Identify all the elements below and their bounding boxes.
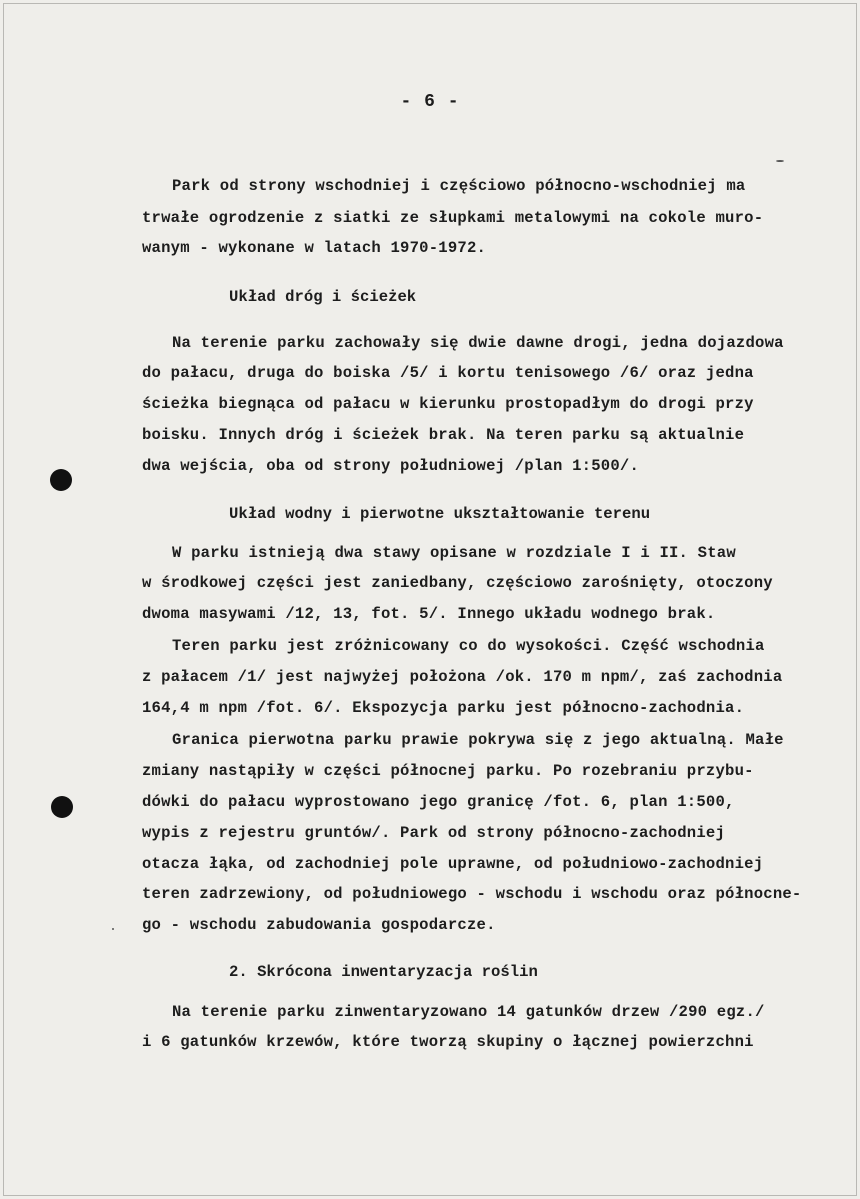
text-line: teren zadrzewiony, od południowego - wschodu i wschodu oraz północne- — [142, 885, 802, 903]
text-line: dwa wejścia, oba od strony południowej /plan 1:500/. — [142, 457, 640, 475]
text-line: Na terenie parku zinwentaryzowano 14 gatunków drzew /290 egz./ — [172, 1003, 765, 1021]
text-line: z pałacem /1/ jest najwyżej położona /ok. 170 m npm/, zaś zachodnia — [142, 668, 783, 686]
text-line: trwałe ogrodzenie z siatki ze słupkami metalowymi na cokole muro- — [142, 209, 764, 227]
section-heading: 2. Skrócona inwentaryzacja roślin — [229, 963, 538, 981]
text-line: W parku istnieją dwa stawy opisane w rozdziale I i II. Staw — [172, 544, 736, 562]
text-line: wypis z rejestru gruntów/. Park od strony północno-zachodniej — [142, 824, 726, 842]
text-line: Na terenie parku zachowały się dwie dawne drogi, jedna dojazdowa — [172, 334, 784, 352]
text-line: Teren parku jest zróżnicowany co do wysokości. Część wschodnia — [172, 637, 765, 655]
text-line: Granica pierwotna parku prawie pokrywa się z jego aktualną. Małe — [172, 731, 784, 749]
text-line: go - wschodu zabudowania gospodarcze. — [142, 916, 496, 934]
section-heading: Układ dróg i ścieżek — [229, 288, 417, 306]
page-number: - 6 - — [400, 92, 460, 112]
punch-hole — [50, 469, 72, 491]
text-line: Park od strony wschodniej i częściowo północno-wschodniej ma — [172, 177, 746, 195]
punch-hole — [51, 796, 73, 818]
scan-speck — [776, 160, 784, 162]
text-line: i 6 gatunków krzewów, które tworzą skupiny o łącznej powierzchni — [142, 1033, 754, 1051]
text-line: ścieżka biegnąca od pałacu w kierunku prostopadłym do drogi przy — [142, 395, 754, 413]
scan-speck — [112, 928, 114, 930]
text-line: 164,4 m npm /fot. 6/. Ekspozycja parku jest północno-zachodnia. — [142, 699, 745, 717]
text-line: dówki do pałacu wyprostowano jego granicę /fot. 6, plan 1:500, — [142, 793, 735, 811]
text-line: wanym - wykonane w latach 1970-1972. — [142, 239, 487, 257]
text-line: otacza łąka, od zachodniej pole uprawne, od południowo-zachodniej — [142, 855, 764, 873]
text-line: w środkowej części jest zaniedbany, częściowo zarośnięty, otoczony — [142, 574, 773, 592]
text-line: zmiany nastąpiły w części północnej parku. Po rozebraniu przybu- — [142, 762, 754, 780]
text-line: do pałacu, druga do boiska /5/ i kortu tenisowego /6/ oraz jedna — [142, 364, 754, 382]
text-line: boisku. Innych dróg i ścieżek brak. Na teren parku są aktualnie — [142, 426, 745, 444]
section-heading: Układ wodny i pierwotne ukształtowanie terenu — [229, 505, 651, 523]
text-line: dwoma masywami /12, 13, fot. 5/. Innego układu wodnego brak. — [142, 605, 716, 623]
